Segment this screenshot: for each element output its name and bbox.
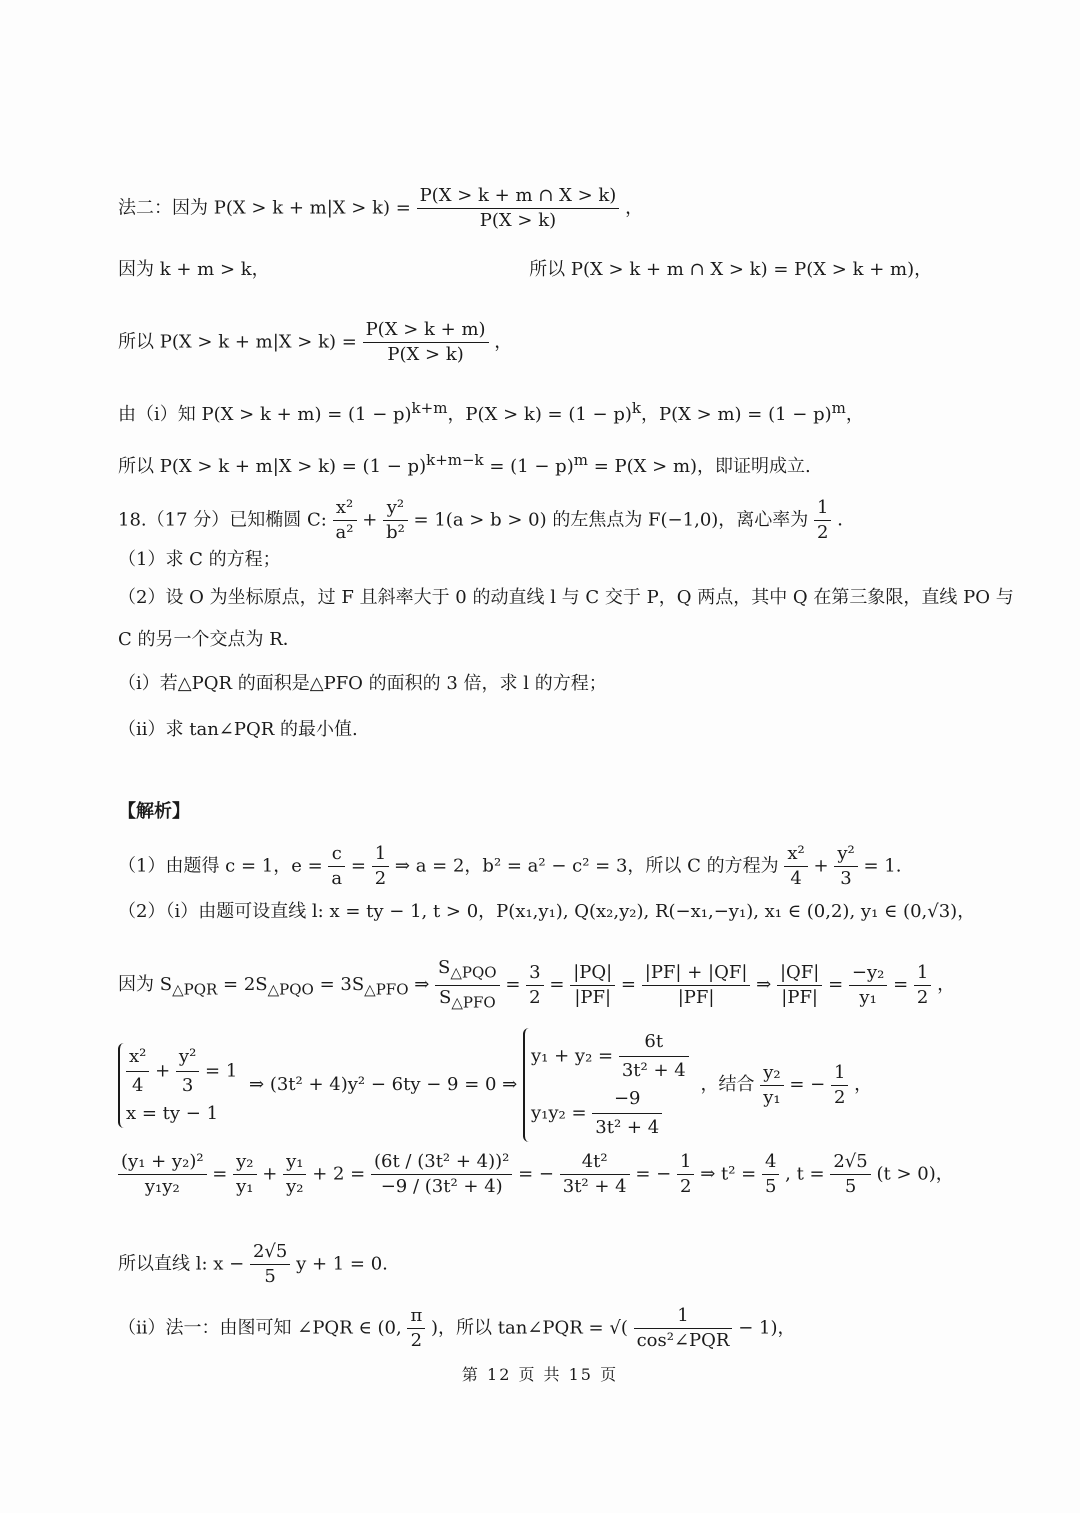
problem-18-part-2-cont: C 的另一个交点为 R． bbox=[118, 629, 301, 650]
problem-18-part-2-ii: （ii）求 tan∠PQR 的最小值. bbox=[118, 719, 358, 740]
problem-18-part-2: （2）设 O 为坐标原点，过 F 且斜率大于 0 的动直线 l 与 C 交于 P，Q 两点，其中 Q 在第三象限，直线 PO 与 bbox=[118, 587, 1014, 608]
solution-part-2-i-setup: （2）（i）由题可设直线 l: x = ty − 1, t > 0，P(x₁,y₁), Q(x₂,y₂), R(−x₁,−y₁), x₁ ∈ (0,2), y₁ ∈ (0,√3)， bbox=[118, 901, 976, 922]
problem-18-part-1: （1）求 C 的方程； bbox=[118, 549, 281, 570]
solution-area-ratio: 因为 $S_{\triangle PQR} = 2S_{\triangle PQO} = 3S_{\triangle PFO}$ ⇒ $\frac{S_{\triangle PQO}}{S_{\triangle PFO}}$ = $\frac{3}{2}$ = $\frac{|PQ|}{|PF|}$ = $\frac{|PF| + |QF|}{|PF|}$ ⇒ $\frac{|QF|}{|PF|}$ = $\frac{\text{−y₂}}{\text{y₁}}$ = $\frac{1}{2}$ ， bbox=[118, 957, 956, 1012]
problem-18-part-2-i: （i）若△PQR 的面积是△PFO 的面积的 3 倍，求 l 的方程； bbox=[118, 673, 607, 694]
solution-part-1: （1）由题得 c = 1，e = $\frac{c}{a}$ = $\frac{1}{2}$ ⇒ a = 2，b² = a² − c² = 3，所以 C 的方程为 $\frac{\text{x²}}{4}$ + $\frac{\text{y²}}{3}$ = 1. bbox=[118, 843, 902, 889]
solution-heading: 【解析】 bbox=[118, 801, 190, 822]
solution-t-value: $\frac{\text{(y₁ + y₂)²}}{\text{y₁y₂}}$ = $\frac{\text{y₂}}{\text{y₁}}$ + $\frac{\text{y₁}}{\text{y₂}}$ + 2 = $\frac{\text{(6t / (3t² + 4))²}}{\text{−9 / (3t² + 4)}}$ = − $\frac{\text{4t²}}{\text{3t² + 4}}$ = − $\frac{1}{2}$ ⇒ t² = $\frac{4}{5}$ , t = $\frac{2√5}{5}$ (t > 0)， bbox=[118, 1150, 954, 1199]
text-line-4: 由（i）知 $P(X > k + m) = (1 - p)^{k+m}$，$P(X > k) = (1 - p)^k$，$P(X > m) = (1 - p)^m$， bbox=[118, 399, 864, 425]
page-footer: 第 12 页 共 15 页 bbox=[461, 1365, 619, 1384]
text-line-3: 所以 P(X > k + m|X > k) = $\frac{P(X > k + m)}{P(X > k)}$ ， bbox=[118, 319, 513, 365]
text-line-5: 所以 $P(X > k + m|X > k) = (1 - p)^{k+m-k} = (1 - p)^m = P(X > m)$，即证明成立. bbox=[118, 451, 811, 477]
text-line-2: 因为 k + m > k， 所以 P(X > k + m ∩ X > k) = P(X > k + m)， bbox=[118, 259, 933, 280]
problem-18-statement: 18.（17 分）已知椭圆 C: $\frac{\text{x²}}{\text{a²}}$ + $\frac{\text{y²}}{\text{b²}}$ = 1(a > b > 0) 的左焦点为 F(−1,0)，离心率为 $\frac{1}{2}$ ． bbox=[118, 497, 856, 543]
text-line-1: 法二：因为 P(X > k + m|X > k) = $\frac{P(X > k + m \cap X > k)}{P(X > k)}$ ， bbox=[118, 185, 644, 231]
solution-line-l: 所以直线 l: x − $\frac{2√5}{5}$ y + 1 = 0. bbox=[118, 1241, 388, 1287]
solution-system: $\frac{\text{x²}}{4}$ + $\frac{\text{y²}}{3}$ = 1 x = ty − 1 ⇒ (3t² + 4)y² − 6ty − 9 = 0 ⇒ y₁ + y₂ = $\frac{6t}{\text{3t² + 4}}$ y₁y₂ = $\frac{-9}{\text{3t² + 4}}$ ，结合 $\frac{\text{y₂}}{\text{y₁}}$ = − $\frac{1}{2}$ ， bbox=[118, 1028, 872, 1142]
solution-part-2-ii: （ii）法一：由图可知 ∠PQR ∈ (0, $\frac{\pi}{2}$ )，所以 tan∠PQR = √( $\frac{1}{\text{cos²∠PQR}}$ − 1)， bbox=[118, 1305, 796, 1351]
